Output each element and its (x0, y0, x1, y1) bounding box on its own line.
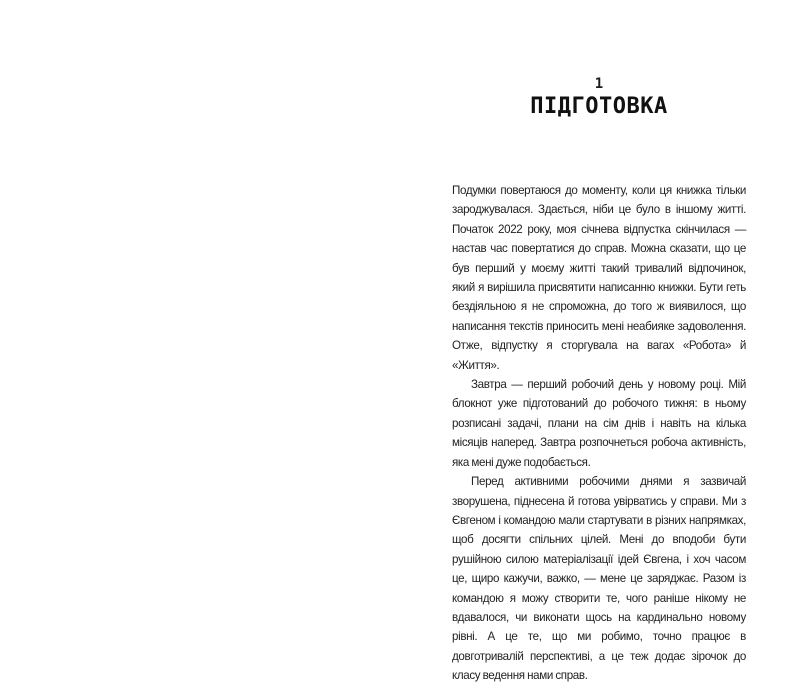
chapter-number: 1 (594, 76, 604, 92)
paragraph-1: Подумки повертаюся до моменту, коли ця книжка тільки зароджувалася. Здається, ніби це було в іншому житті. Початок 2022 року, моя січнева відпустка скінчилася — настав час повертатися до справ. Можна сказати, що це був перший у моєму житті такий тривалий відпочинок, який я вирішила присвятити написанню книжки. Бути геть бездіяльною я не спроможна, до того ж виявилося, що написання текстів приносить мені неабияке задоволення. Отже, відпустку я сторгувала на вагах «Робота» й «Життя». (452, 184, 746, 372)
left-page-blank (0, 0, 400, 600)
chapter-body (452, 181, 746, 686)
paragraph-3: Перед активними робочими днями я зазвичай зворушена, піднесена й готова увірватись у справи. Ми з Євгеном і командою мали стартувати в різних напрямках, щоб досягти спільних цілей. Мені до вподоби бути рушійною силою матеріалізації ідей Євгена, і хоч часом це, щиро кажучи, важко, — мене це заряджає. Разом із командою я можу створити те, чого раніше нікому не вдавалося, чи виконати щось на кардинально новому рівні. А це те, що ми робимо, точно працює в довготривалій перспективі, а це теж додає зірочок до класу ведення нами справ. (452, 475, 746, 683)
paragraph-2: Завтра — перший робочий день у новому році. Мій блокнот уже підготований до робочого тижня: в ньому розписані задачі, плани на сім днів і навіть на кілька місяців наперед. Завтра розпочнеться робоча активність, яка мені дуже подобається. (452, 378, 746, 469)
chapter-title: ПІДГОТОВКА (530, 94, 668, 119)
